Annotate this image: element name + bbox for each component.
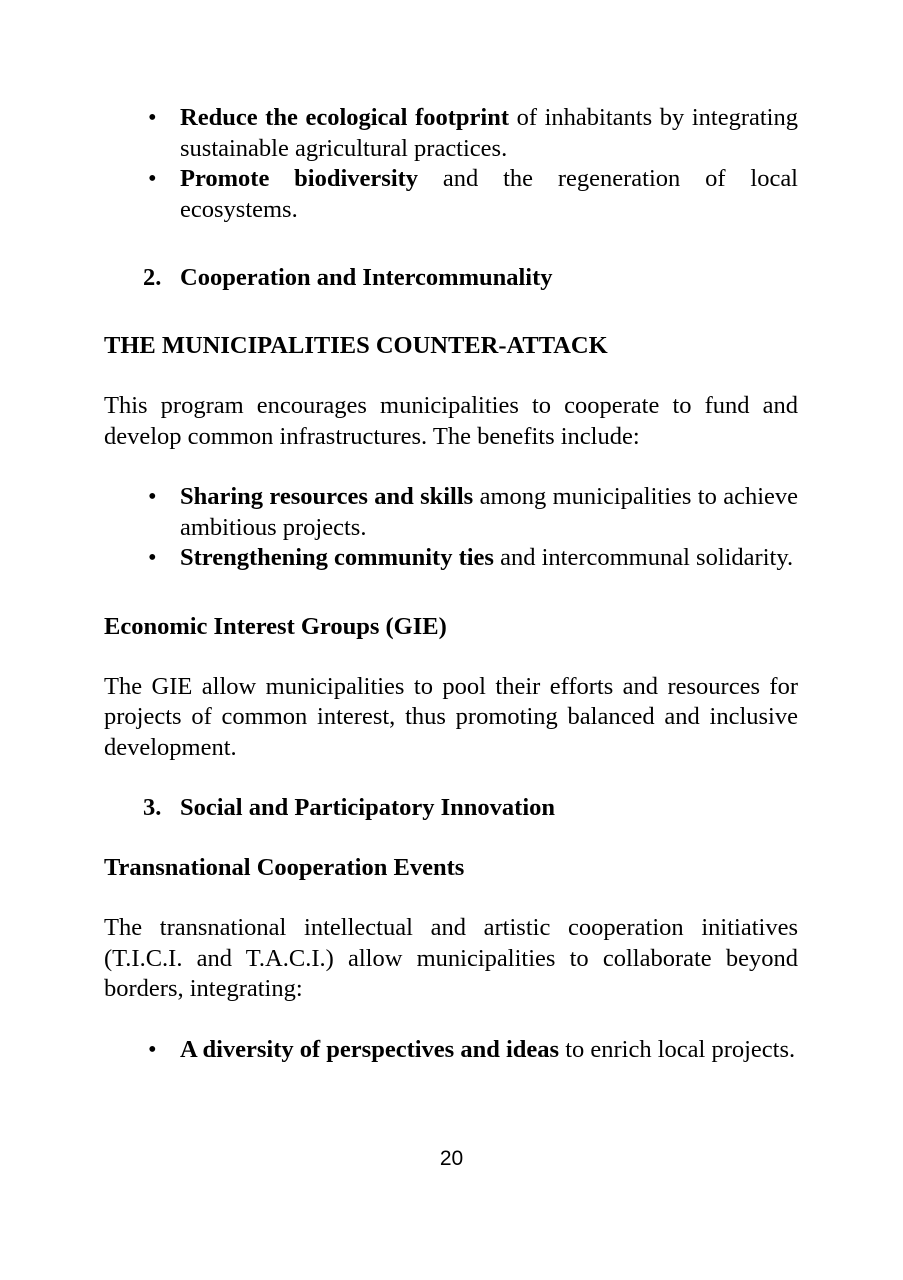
section-heading-2 bbox=[104, 263, 798, 293]
spacer bbox=[104, 452, 798, 482]
list-item bbox=[104, 1035, 798, 1066]
bullet-list-perspectives bbox=[104, 1035, 798, 1066]
spacer bbox=[104, 883, 798, 913]
list-item-text: among municipalities to achieve ambitious projects. bbox=[180, 483, 798, 541]
spacer bbox=[104, 574, 798, 612]
spacer bbox=[104, 1005, 798, 1035]
list-item bbox=[104, 543, 798, 574]
paragraph-transnational: The transnational intellectual and artistic cooperation initiatives (T.I.C.I. and T.A.C.I.) allow municipalities to collaborate beyond borders, integrating: bbox=[104, 914, 798, 1002]
list-item bbox=[104, 482, 798, 543]
list-item-text: to enrich local projects. bbox=[559, 1035, 796, 1063]
paragraph-gie: The GIE allow municipalities to pool their efforts and resources for projects of common interest, thus promoting balanced and inclusive development. bbox=[104, 672, 798, 761]
list-item-lead: Reduce the ecological footprint bbox=[180, 104, 509, 131]
section-number: 2. bbox=[143, 264, 162, 291]
page-number: 20 bbox=[439, 1147, 464, 1170]
list-item-lead: Strengthening community ties bbox=[180, 544, 494, 571]
heading-municipalities-counter-attack: THE MUNICIPALITIES COUNTER-ATTACK bbox=[104, 332, 608, 359]
list-item-text: and the regeneration of local ecosystems. bbox=[180, 165, 798, 223]
list-item-text: of inhabitants by integrating sustainable agricultural practices. bbox=[180, 104, 798, 162]
list-item bbox=[104, 164, 798, 225]
spacer bbox=[104, 763, 798, 793]
list-item-lead: A diversity of perspectives and ideas bbox=[180, 1035, 560, 1063]
list-item bbox=[104, 103, 798, 164]
bullet-list-benefits bbox=[104, 482, 798, 574]
list-item-lead: Sharing resources and skills bbox=[180, 483, 474, 510]
section-title: Social and Participatory Innovation bbox=[180, 794, 556, 821]
list-item-lead: Promote biodiversity bbox=[180, 165, 419, 192]
spacer bbox=[104, 293, 798, 331]
paragraph-program: This program encourages municipalities to cooperate to fund and develop common infrastructures. The benefits include: bbox=[104, 392, 798, 450]
heading-economic-interest-groups: Economic Interest Groups (GIE) bbox=[104, 612, 447, 640]
page-content bbox=[104, 103, 798, 1065]
bullet-list-ecology bbox=[104, 103, 798, 225]
section-number: 3. bbox=[143, 794, 162, 821]
section-heading-3 bbox=[104, 793, 798, 823]
heading-transnational-cooperation-events: Transnational Cooperation Events bbox=[104, 854, 465, 881]
spacer bbox=[104, 225, 798, 263]
spacer bbox=[104, 361, 798, 391]
section-title: Cooperation and Intercommunality bbox=[180, 264, 553, 291]
spacer bbox=[104, 642, 798, 672]
spacer bbox=[104, 823, 798, 853]
list-item-text: and intercommunal solidarity. bbox=[493, 544, 794, 571]
